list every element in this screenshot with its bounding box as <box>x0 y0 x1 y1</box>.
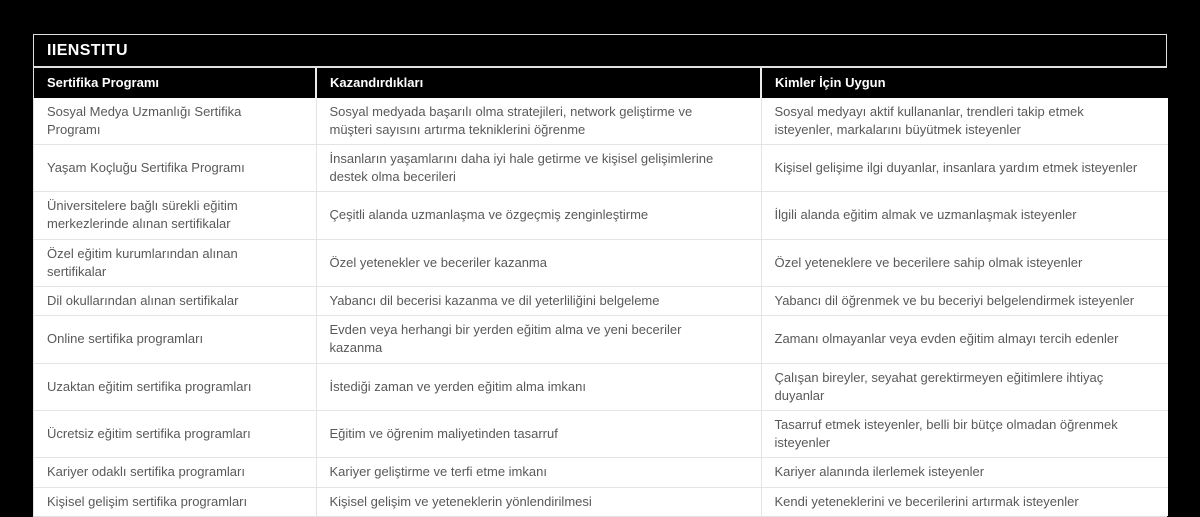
table-row <box>34 287 1168 316</box>
table-row <box>34 410 1168 457</box>
cell-benefit: İstediği zaman ve yerden eğitim alma imkanı <box>316 363 761 410</box>
cell-benefit: Özel yetenekler ve beceriler kazanma <box>316 239 761 286</box>
cell-audience: Kariyer alanında ilerlemek isteyenler <box>761 458 1168 487</box>
table-row <box>34 363 1168 410</box>
table-body <box>34 98 1168 516</box>
cell-program: Yaşam Koçluğu Sertifika Programı <box>34 144 316 191</box>
cell-audience: Özel yeteneklere ve becerilere sahip olmak isteyenler <box>761 239 1168 286</box>
cell-program: Ücretsiz eğitim sertifika programları <box>34 410 316 457</box>
cell-benefit: Çeşitli alanda uzmanlaşma ve özgeçmiş zenginleştirme <box>316 192 761 239</box>
certificate-table-card <box>33 34 1167 517</box>
cell-program: Dil okullarından alınan sertifikalar <box>34 287 316 316</box>
cell-program: Sosyal Medya Uzmanlığı Sertifika Programı <box>34 98 316 145</box>
cell-program: Online sertifika programları <box>34 316 316 363</box>
cell-audience: Kişisel gelişime ilgi duyanlar, insanlara yardım etmek isteyenler <box>761 144 1168 191</box>
table-row <box>34 239 1168 286</box>
cell-audience: Çalışan bireyler, seyahat gerektirmeyen eğitimlere ihtiyaç duyanlar <box>761 363 1168 410</box>
column-header-program: Sertifika Programı <box>34 68 316 98</box>
cell-audience: İlgili alanda eğitim almak ve uzmanlaşmak isteyenler <box>761 192 1168 239</box>
cell-benefit: Yabancı dil becerisi kazanma ve dil yeterliliğini belgeleme <box>316 287 761 316</box>
cell-program: Kişisel gelişim sertifika programları <box>34 487 316 516</box>
cell-audience: Kendi yeteneklerini ve becerilerini artırmak isteyenler <box>761 487 1168 516</box>
cell-audience: Zamanı olmayanlar veya evden eğitim almayı tercih edenler <box>761 316 1168 363</box>
cell-program: Özel eğitim kurumlarından alınan sertifikalar <box>34 239 316 286</box>
brand-title: IIENSTITU <box>34 35 1166 68</box>
cell-program: Kariyer odaklı sertifika programları <box>34 458 316 487</box>
column-header-benefits: Kazandırdıkları <box>316 68 761 98</box>
cell-program: Üniversitelere bağlı sürekli eğitim merkezlerinde alınan sertifikalar <box>34 192 316 239</box>
cell-benefit: Kişisel gelişim ve yeteneklerin yönlendirilmesi <box>316 487 761 516</box>
cell-benefit: Sosyal medyada başarılı olma stratejileri, network geliştirme ve müşteri sayısını artırma tekniklerini öğrenme <box>316 98 761 145</box>
cell-benefit: Eğitim ve öğrenim maliyetinden tasarruf <box>316 410 761 457</box>
table-row <box>34 144 1168 191</box>
cell-audience: Yabancı dil öğrenmek ve bu beceriyi belgelendirmek isteyenler <box>761 287 1168 316</box>
table-row <box>34 487 1168 516</box>
table-row <box>34 458 1168 487</box>
cell-benefit: Kariyer geliştirme ve terfi etme imkanı <box>316 458 761 487</box>
table-row <box>34 98 1168 145</box>
column-header-audience: Kimler İçin Uygun <box>761 68 1168 98</box>
table-row <box>34 192 1168 239</box>
certificate-table <box>34 68 1168 516</box>
cell-benefit: Evden veya herhangi bir yerden eğitim alma ve yeni beceriler kazanma <box>316 316 761 363</box>
cell-program: Uzaktan eğitim sertifika programları <box>34 363 316 410</box>
cell-benefit: İnsanların yaşamlarını daha iyi hale getirme ve kişisel gelişimlerine destek olma becerileri <box>316 144 761 191</box>
table-row <box>34 316 1168 363</box>
table-header-row <box>34 68 1168 98</box>
cell-audience: Sosyal medyayı aktif kullananlar, trendleri takip etmek isteyenler, markalarını büyütmek isteyenler <box>761 98 1168 145</box>
cell-audience: Tasarruf etmek isteyenler, belli bir bütçe olmadan öğrenmek isteyenler <box>761 410 1168 457</box>
